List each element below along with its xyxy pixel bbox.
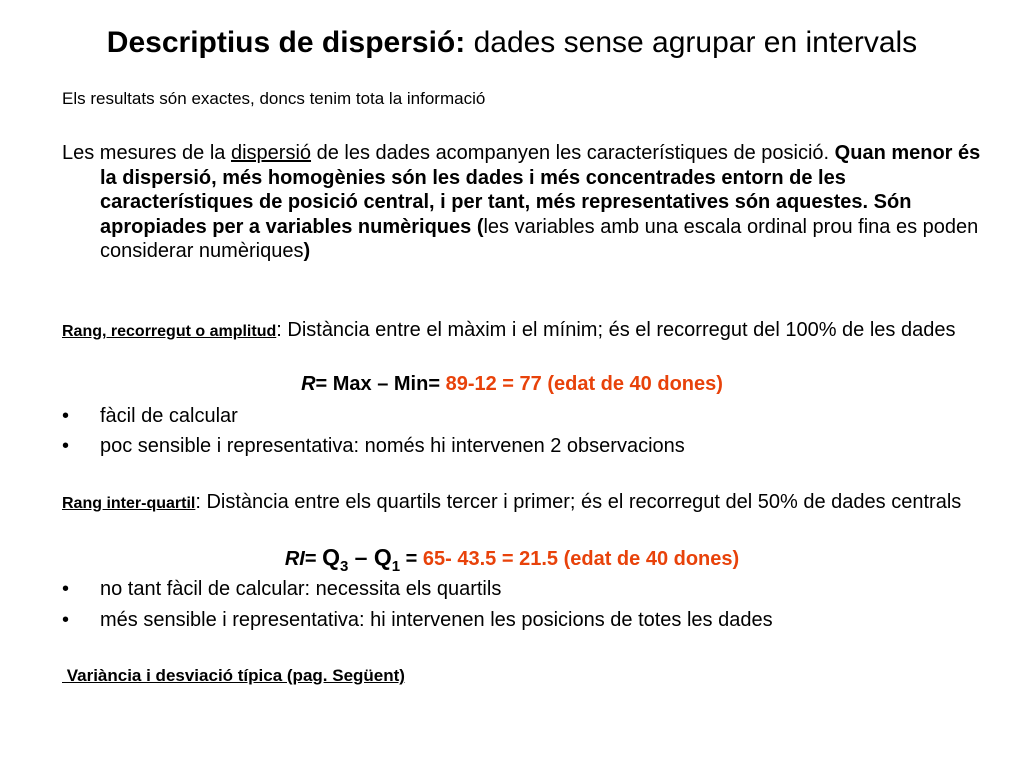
subtitle: Els resultats són exactes, doncs tenim tota la informació <box>62 89 486 108</box>
intro-paragraph <box>62 141 1000 264</box>
bullet-icon: • <box>62 578 70 600</box>
intro-text-3: les variables amb una escala ordinal prou fina es poden considerar numèriques <box>100 215 979 263</box>
iqr-colon: : <box>195 491 201 513</box>
range-heading: Rang, recorregut o amplitud <box>62 323 277 340</box>
iqr-bullet-1: no tant fàcil de calcular: necessita els quartils <box>100 578 502 600</box>
range-colon: : <box>276 319 282 341</box>
iqr-bullet-2: més sensible i representativa: hi intervenen les posicions de totes les dades <box>100 609 773 631</box>
range-paragraph <box>62 318 1000 345</box>
dispersion-link[interactable]: dispersió <box>230 142 312 164</box>
list-item <box>62 578 501 601</box>
bullet-icon: • <box>62 609 70 631</box>
intro-text-1: Les mesures de la <box>62 142 231 164</box>
q3-symbol: $Q_3$ <box>322 544 349 575</box>
iqr-heading: Rang inter-quartil <box>62 495 196 512</box>
title-normal: dades sense agrupar en intervals <box>465 26 918 59</box>
range-bullet-2: poc sensible i representativa: només hi intervenen 2 observacions <box>100 435 685 457</box>
range-bullet-1: fàcil de calcular <box>100 405 238 427</box>
iqr-text: Distància entre els quartils tercer i primer; és el recorregut del 50% de dades centrals <box>200 491 962 513</box>
iqr-paragraph <box>62 490 1000 517</box>
list-item <box>62 405 238 428</box>
next-page-link[interactable]: Variància i desviació típica (pag. Següent) <box>62 666 405 685</box>
range-text: Distància entre el màxim i el mínim; és el recorregut del 100% de les dades <box>281 319 956 341</box>
bullet-icon: • <box>62 435 70 457</box>
iqr-formula-var: RI <box>284 548 305 570</box>
range-formula-var: R <box>301 373 316 395</box>
formula-dash: – <box>348 544 374 570</box>
iqr-formula <box>0 544 1024 575</box>
list-item <box>62 435 685 458</box>
list-item <box>62 609 773 632</box>
range-formula-eq: = Max – Min= <box>315 373 441 395</box>
iqr-formula-result: 65- 43.5 = 21.5 (edat de 40 dones) <box>417 548 740 570</box>
page-title <box>0 26 1024 60</box>
range-formula <box>0 373 1024 396</box>
iqr-formula-eq: = <box>304 548 323 570</box>
bullet-icon: • <box>62 405 70 427</box>
iqr-formula-eq2: = <box>400 548 418 570</box>
intro-text-2: de les dades acompanyen les característiques de posició. <box>311 142 835 164</box>
range-formula-result: 89-12 = 77 (edat de 40 dones) <box>440 373 723 395</box>
intro-bold: Quan menor és la dispersió, més homogènies són les dades i més concentrades entorn de les característiques de posició central, i per tant, més representatives són aquestes. Són apropiades per a variables numèriques ( <box>100 142 981 238</box>
q1-symbol: $Q_1$ <box>373 544 401 575</box>
intro-close: ) <box>303 240 311 263</box>
title-bold: Descriptius de dispersió: <box>106 26 466 59</box>
